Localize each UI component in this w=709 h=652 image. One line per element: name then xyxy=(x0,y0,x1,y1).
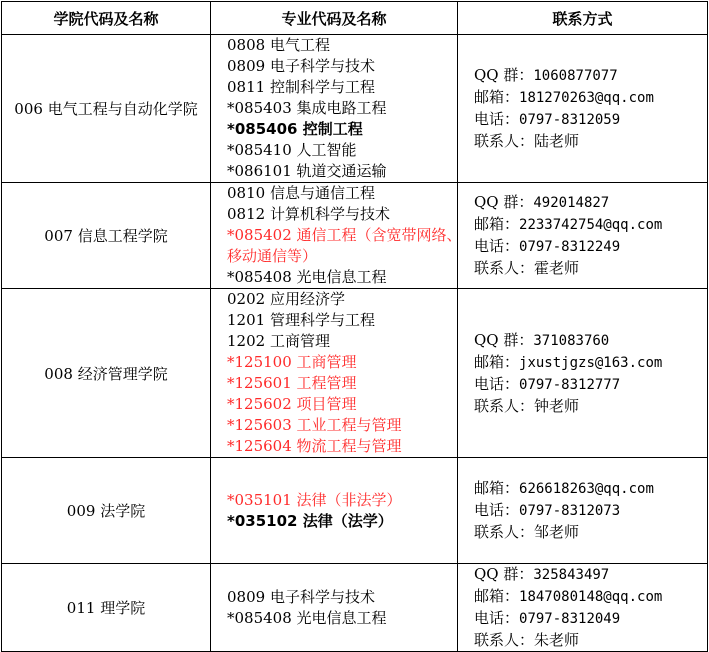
contact-label: QQ 群： xyxy=(474,66,534,84)
major-item: *085408 光电信息工程 xyxy=(227,608,387,627)
contact-line xyxy=(474,500,707,522)
major-item: *125603 工业工程与管理 xyxy=(227,416,402,434)
contact-label: 电话： xyxy=(474,609,520,627)
contact-label: QQ 群： xyxy=(474,193,534,211)
contact-label: 联系人： xyxy=(474,259,535,277)
contact-value: 陆老师 xyxy=(534,132,580,150)
contact-label: 联系人： xyxy=(474,132,535,150)
contact-value: 邹老师 xyxy=(534,523,580,541)
contact-label: 电话： xyxy=(474,237,520,255)
contact-label: 邮箱： xyxy=(474,352,520,371)
major-item: *125601 工程管理 xyxy=(227,374,357,392)
contact-value: 0797-8312249 xyxy=(519,239,621,255)
contact-line xyxy=(474,330,707,352)
college-cell xyxy=(2,458,211,564)
major-item: *085406 控制工程 xyxy=(227,120,363,138)
contact-line xyxy=(474,608,707,630)
major-item: 0812 计算机科学与技术 xyxy=(227,205,390,223)
college-cell xyxy=(2,35,211,183)
contact-line xyxy=(474,258,707,279)
contact-line xyxy=(474,586,707,608)
major-item: 0202 应用经济学 xyxy=(227,290,345,308)
contact-value: 1060877077 xyxy=(533,68,618,84)
contact-line xyxy=(474,192,707,214)
contact-label: 联系人： xyxy=(474,523,535,541)
table-row xyxy=(2,183,708,289)
contact-label: 邮箱： xyxy=(474,215,520,233)
contact-label: QQ 群： xyxy=(474,330,534,349)
contact-label: 联系人： xyxy=(474,631,535,649)
major-item: 0811 控制科学与工程 xyxy=(227,78,375,96)
contact-value: 492014827 xyxy=(533,195,610,211)
contact-cell xyxy=(458,35,708,183)
table-body xyxy=(2,35,708,652)
header-major: 专业代码及名称 xyxy=(211,2,458,35)
contact-value: 626618263@qq.com xyxy=(519,481,654,497)
major-item: 0810 信息与通信工程 xyxy=(227,184,375,202)
contact-value: 0797-8312049 xyxy=(519,611,621,627)
majors-cell xyxy=(211,183,462,289)
contact-label: 电话： xyxy=(474,110,520,128)
major-item: *085403 集成电路工程 xyxy=(227,99,387,117)
programs-table xyxy=(1,1,708,652)
major-item: *085408 光电信息工程 xyxy=(227,268,387,286)
contact-value: 霍老师 xyxy=(534,259,580,277)
major-item: *086101 轨道交通运输 xyxy=(227,162,387,180)
header-college: 学院代码及名称 xyxy=(2,2,211,35)
contact-value: 325843497 xyxy=(533,567,610,583)
college-name: 009 法学院 xyxy=(66,502,146,520)
contact-label: 邮箱： xyxy=(474,88,520,106)
table-row xyxy=(2,564,708,652)
contact-value: 朱老师 xyxy=(534,631,580,649)
contact-label: 电话： xyxy=(474,374,520,393)
contact-value: 钟老师 xyxy=(534,396,580,415)
major-item: *035102 法律（法学） xyxy=(227,511,393,530)
major-item: *125604 物流工程与管理 xyxy=(227,437,402,455)
contact-cell xyxy=(458,289,708,458)
majors-cell xyxy=(211,35,458,183)
contact-line xyxy=(474,522,707,543)
contact-value: 0797-8312073 xyxy=(519,503,621,519)
table-row xyxy=(2,35,708,183)
contact-cell xyxy=(458,564,708,652)
major-item: 0808 电气工程 xyxy=(227,36,330,54)
contact-value: 181270263@qq.com xyxy=(519,90,654,106)
contact-label: 电话： xyxy=(474,501,520,519)
contact-value: 371083760 xyxy=(533,332,610,349)
contact-line xyxy=(474,396,707,417)
major-item: *035101 法律（非法学） xyxy=(227,490,402,509)
contact-line xyxy=(474,374,707,396)
contact-value: 1847080148@qq.com xyxy=(519,589,663,605)
contact-line xyxy=(474,236,707,258)
contact-line xyxy=(474,87,707,109)
contact-value: 2233742754@qq.com xyxy=(519,217,663,233)
table-row xyxy=(2,289,708,458)
contact-line xyxy=(474,131,707,152)
major-item: 0809 电子科学与技术 xyxy=(227,57,375,75)
contact-line xyxy=(474,564,707,586)
college-name: 007 信息工程学院 xyxy=(44,227,168,245)
contact-line xyxy=(474,109,707,131)
major-item: *085402 通信工程（含宽带网络、 xyxy=(227,226,462,244)
college-name: 011 理学院 xyxy=(66,599,146,617)
major-item: 0809 电子科学与技术 xyxy=(227,587,375,606)
contact-line xyxy=(474,352,707,374)
contact-label: 联系人： xyxy=(474,396,535,415)
header-contact: 联系方式 xyxy=(458,2,708,35)
contact-cell xyxy=(458,458,708,564)
contact-value: jxustjgzs@163.com xyxy=(519,354,663,371)
contact-label: 邮箱： xyxy=(474,479,520,497)
college-name: 006 电气工程与自动化学院 xyxy=(14,100,198,118)
major-item: *085410 人工智能 xyxy=(227,141,357,159)
major-item: 1202 工商管理 xyxy=(227,332,330,350)
college-cell xyxy=(2,183,211,289)
contact-line xyxy=(474,214,707,236)
majors-cell xyxy=(211,289,458,458)
majors-cell xyxy=(211,458,458,564)
college-cell xyxy=(2,289,211,458)
major-item: *125100 工商管理 xyxy=(227,353,357,371)
contact-label: 邮箱： xyxy=(474,587,520,605)
major-item: 1201 管理科学与工程 xyxy=(227,311,375,329)
majors-cell xyxy=(211,564,458,652)
header-row xyxy=(2,2,708,35)
table-row xyxy=(2,458,708,564)
college-name: 008 经济管理学院 xyxy=(44,364,168,383)
contact-cell xyxy=(458,183,708,289)
major-item: *125602 项目管理 xyxy=(227,395,357,413)
contact-line xyxy=(474,478,707,500)
contact-line xyxy=(474,65,707,87)
contact-value: 0797-8312059 xyxy=(519,112,621,128)
major-item: 移动通信等） xyxy=(227,247,318,265)
contact-value: 0797-8312777 xyxy=(519,376,621,393)
college-cell xyxy=(2,564,211,652)
contact-label: QQ 群： xyxy=(474,565,534,583)
